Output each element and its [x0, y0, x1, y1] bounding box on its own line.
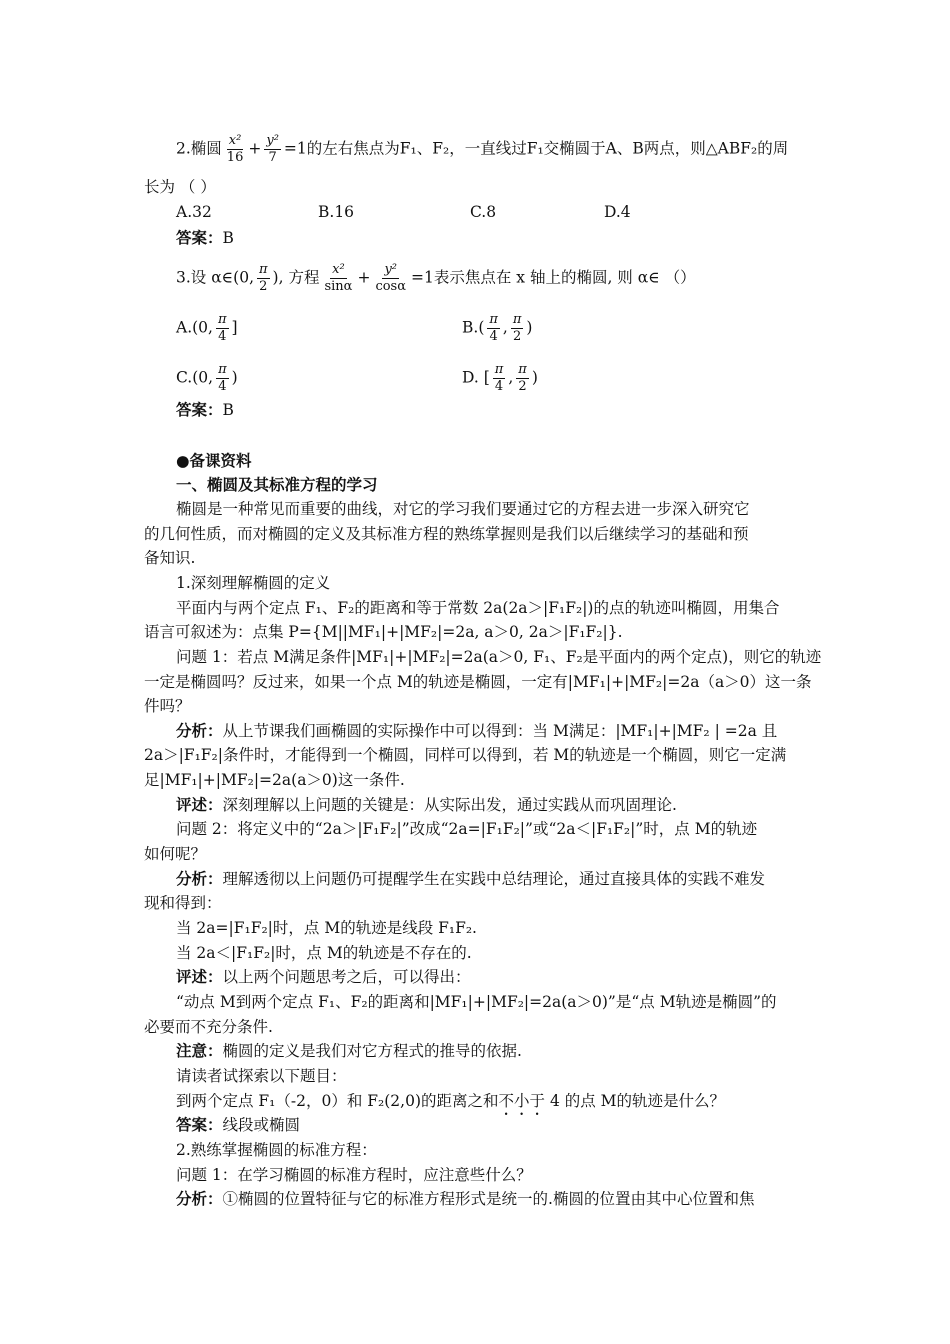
q3-opta-post: ]: [231, 318, 238, 337]
quote-line-1: “动点 M到两个定点 F₁、F₂的距离和|MF₁|+|MF₂|=2a(a＞0)”是“点 M轨迹是椭圆”的: [176, 993, 777, 1011]
section-subheading-1: 一、椭圆及其标准方程的学习: [176, 476, 378, 494]
q2-frac1-numerator: x²: [228, 133, 242, 148]
note-line: [176, 1040, 522, 1062]
q3-text: =1表示焦点在 x 轴上的椭圆, 则 α∈ （）: [411, 268, 696, 287]
analysis1-line-3: 足|MF₁|+|MF₂|=2a(a＞0)这一条件.: [144, 771, 405, 789]
q3-optd-sep: ,: [508, 368, 514, 387]
analysis1-line-1: [176, 720, 777, 742]
q2-frac2-denominator: 7: [268, 150, 277, 165]
q3-optb-frac1: [487, 312, 500, 345]
para-line-1: 椭圆是一种常见而重要的曲线，对它的学习我们要通过它的方程去进一步深入研究它: [176, 500, 750, 518]
q2-prefix: 2.椭圆: [176, 139, 222, 158]
q3-opta-frac: [216, 312, 229, 345]
comment2-text: 以上两个问题思考之后，可以得出：: [222, 968, 471, 986]
para-line-5: 平面内与两个定点 F₁、F₂的距离和等于常数 2a(2a＞|F₁F₂|)的点的轨迹叫椭圆，用集合: [176, 599, 780, 617]
para-line-4: 1.深刻理解椭圆的定义: [176, 574, 331, 592]
q3-option-c: [176, 362, 238, 395]
q2-fraction-y: [264, 133, 281, 166]
q3-optd-den1: 4: [494, 379, 504, 394]
q3-optc-num: π: [218, 362, 227, 377]
q2-answer: [176, 227, 234, 249]
q3-optc-pre: C.(0,: [176, 368, 214, 387]
q3-optd-pre: D. [: [462, 368, 490, 387]
q3-fraction-pi: [257, 262, 270, 295]
q3-optd-num1: π: [494, 362, 504, 377]
para-line-9: 件吗？: [144, 697, 191, 715]
para-line-7: 问题 1：若点 M满足条件|MF₁|+|MF₂|=2a(a＞0, F₁、F₂是平面内的两个定点)，则它的轨迹: [176, 648, 822, 666]
q2-option-a: A.32: [176, 203, 212, 221]
q3-opta-pre: A.(0,: [176, 318, 213, 337]
explore-q-emphasis: 不小于: [498, 1092, 546, 1110]
analysis3-label: 分析：: [176, 1190, 223, 1208]
q3-optb-pre: B.(: [462, 318, 485, 337]
q3-optb-sep: ,: [502, 318, 508, 337]
q3-frac2-numerator: y²: [384, 262, 397, 277]
q3-optb-num1: π: [489, 312, 498, 327]
q2-text: =1的左右焦点为F₁、F₂，一直线过F₁交椭圆于A、B两点，则△ABF₂的周: [283, 139, 789, 158]
q2-line-1: [176, 133, 788, 166]
q2-option-c: C.8: [470, 203, 497, 221]
explore-line: 请读者试探索以下题目：: [176, 1067, 347, 1085]
q3-optb-den2: 2: [512, 329, 522, 344]
q3-optd-post: ): [531, 368, 538, 387]
analysis2-line-1: [176, 868, 765, 890]
problem2-line-1: 问题 2：将定义中的“2a＞|F₁F₂|”改成“2a=|F₁F₂|”或“2a＜|F₁F₂|”时，点 M的轨迹: [176, 820, 758, 838]
q2-frac1-denominator: 16: [226, 150, 244, 165]
q3-option-a: [176, 312, 238, 345]
section-heading: ●备课资料: [176, 452, 252, 470]
q3-optb-frac2: [511, 312, 524, 345]
q3-mid: ), 方程: [272, 268, 320, 287]
q3-option-d: [462, 362, 538, 395]
q2-frac2-numerator: y²: [266, 133, 279, 148]
q3-optd-frac2: [516, 362, 529, 395]
q3-plus: +: [357, 268, 371, 287]
analysis2-label: 分析：: [176, 870, 223, 888]
q3-prefix: 3.设 α∈(0,: [176, 268, 254, 287]
q3-option-b: [462, 312, 532, 345]
q3-answer-value: B: [222, 401, 234, 419]
explore-q-post: 4 的点 M的轨迹是什么？: [545, 1092, 726, 1110]
q3-pi-numerator: π: [259, 262, 268, 277]
comment1-line: [176, 794, 677, 816]
analysis2-text-1: 理解透彻以上问题仍可提醒学生在实践中总结理论，通过直接具体的实践不难发: [222, 870, 766, 888]
comment2-label: 评述：: [176, 968, 223, 986]
q3-frac2-denominator: cosα: [375, 279, 406, 294]
q3-optc-den: 4: [218, 379, 227, 394]
section2-question: 问题 1：在学习椭圆的标准方程时，应注意些什么？: [176, 1166, 532, 1184]
q2-answer-label: 答案：: [176, 229, 223, 247]
q3-answer: [176, 399, 234, 421]
para-line-8: 一定是椭圆吗？反过来，如果一个点 M的轨迹是椭圆，一定有|MF₁|+|MF₂|=2a（a＞0）这一条: [144, 673, 812, 691]
q3-fraction-y: [373, 262, 408, 295]
q3-optc-post: ): [231, 368, 238, 387]
comment2-line: [176, 966, 471, 988]
q3-optb-num2: π: [512, 312, 522, 327]
q2-line-2: 长为 （ ）: [144, 178, 216, 196]
q3-frac1-denominator: sinα: [324, 279, 353, 294]
analysis1-line-2: 2a＞|F₁F₂|条件时，才能得到一个椭圆，同样可以得到，若 M的轨迹是一个椭圆，则它一定满: [144, 746, 787, 764]
q3-pi-denominator: 2: [259, 279, 268, 294]
note-text: 椭圆的定义是我们对它方程式的推导的依据.: [222, 1042, 522, 1060]
q3-optb-den1: 4: [489, 329, 498, 344]
para-line-3: 备知识.: [144, 549, 196, 567]
quote-line-2: 必要而不充分条件.: [144, 1018, 273, 1036]
analysis3-text: ①椭圆的位置特征与它的标准方程形式是统一的.椭圆的位置由其中心位置和焦: [222, 1190, 755, 1208]
note-label: 注意：: [176, 1042, 223, 1060]
explore-answer: [176, 1114, 300, 1136]
section2-title: 2.熟练掌握椭圆的标准方程：: [176, 1141, 377, 1159]
comment1-label: 评述：: [176, 796, 223, 814]
analysis3-line: [176, 1188, 754, 1210]
explore-answer-label: 答案：: [176, 1116, 223, 1134]
analysis2-line-2: 现和得到：: [144, 894, 222, 912]
when-line-1: 当 2a=|F₁F₂|时，点 M的轨迹是线段 F₁F₂.: [176, 919, 477, 937]
analysis1-text-1: 从上节课我们画椭圆的实际操作中可以得到：当 M满足：|MF₁|+|MF₂ | =2a 且: [222, 722, 778, 740]
q3-optb-post: ): [526, 318, 533, 337]
para-line-6: 语言可叙述为：点集 P={M||MF₁|+|MF₂|=2a, a＞0, 2a＞|F₁F₂|}.: [144, 623, 623, 641]
comment1-text: 深刻理解以上问题的关键是：从实际出发，通过实践从而巩固理论.: [222, 796, 677, 814]
q2-option-d: D.4: [604, 203, 631, 221]
q3-answer-label: 答案：: [176, 401, 223, 419]
q3-frac1-numerator: x²: [332, 262, 345, 277]
para-line-2: 的几何性质，而对椭圆的定义及其标准方程的熟练掌握则是我们以后继续学习的基础和预: [144, 525, 749, 543]
q2-option-b: B.16: [318, 203, 355, 221]
q3-optd-frac1: [493, 362, 506, 395]
q3-optd-den2: 2: [518, 379, 527, 394]
q3-fraction-x: [322, 262, 354, 295]
q3-opta-num: π: [217, 312, 227, 327]
q2-answer-value: B: [222, 229, 234, 247]
q3-opta-den: 4: [218, 329, 227, 344]
problem2-line-2: 如何呢？: [144, 845, 207, 863]
explore-q-pre: 到两个定点 F₁（-2，0）和 F₂(2,0)的距离之和: [176, 1092, 499, 1110]
q3-line-1: [176, 262, 696, 295]
q3-optc-frac: [216, 362, 229, 395]
analysis1-label: 分析：: [176, 722, 223, 740]
q2-fraction-x: [225, 133, 246, 166]
q3-optd-num2: π: [518, 362, 527, 377]
when-line-2: 当 2a＜|F₁F₂|时，点 M的轨迹是不存在的.: [176, 944, 472, 962]
explore-answer-value: 线段或椭圆: [222, 1116, 301, 1134]
q2-plus: +: [248, 139, 262, 158]
